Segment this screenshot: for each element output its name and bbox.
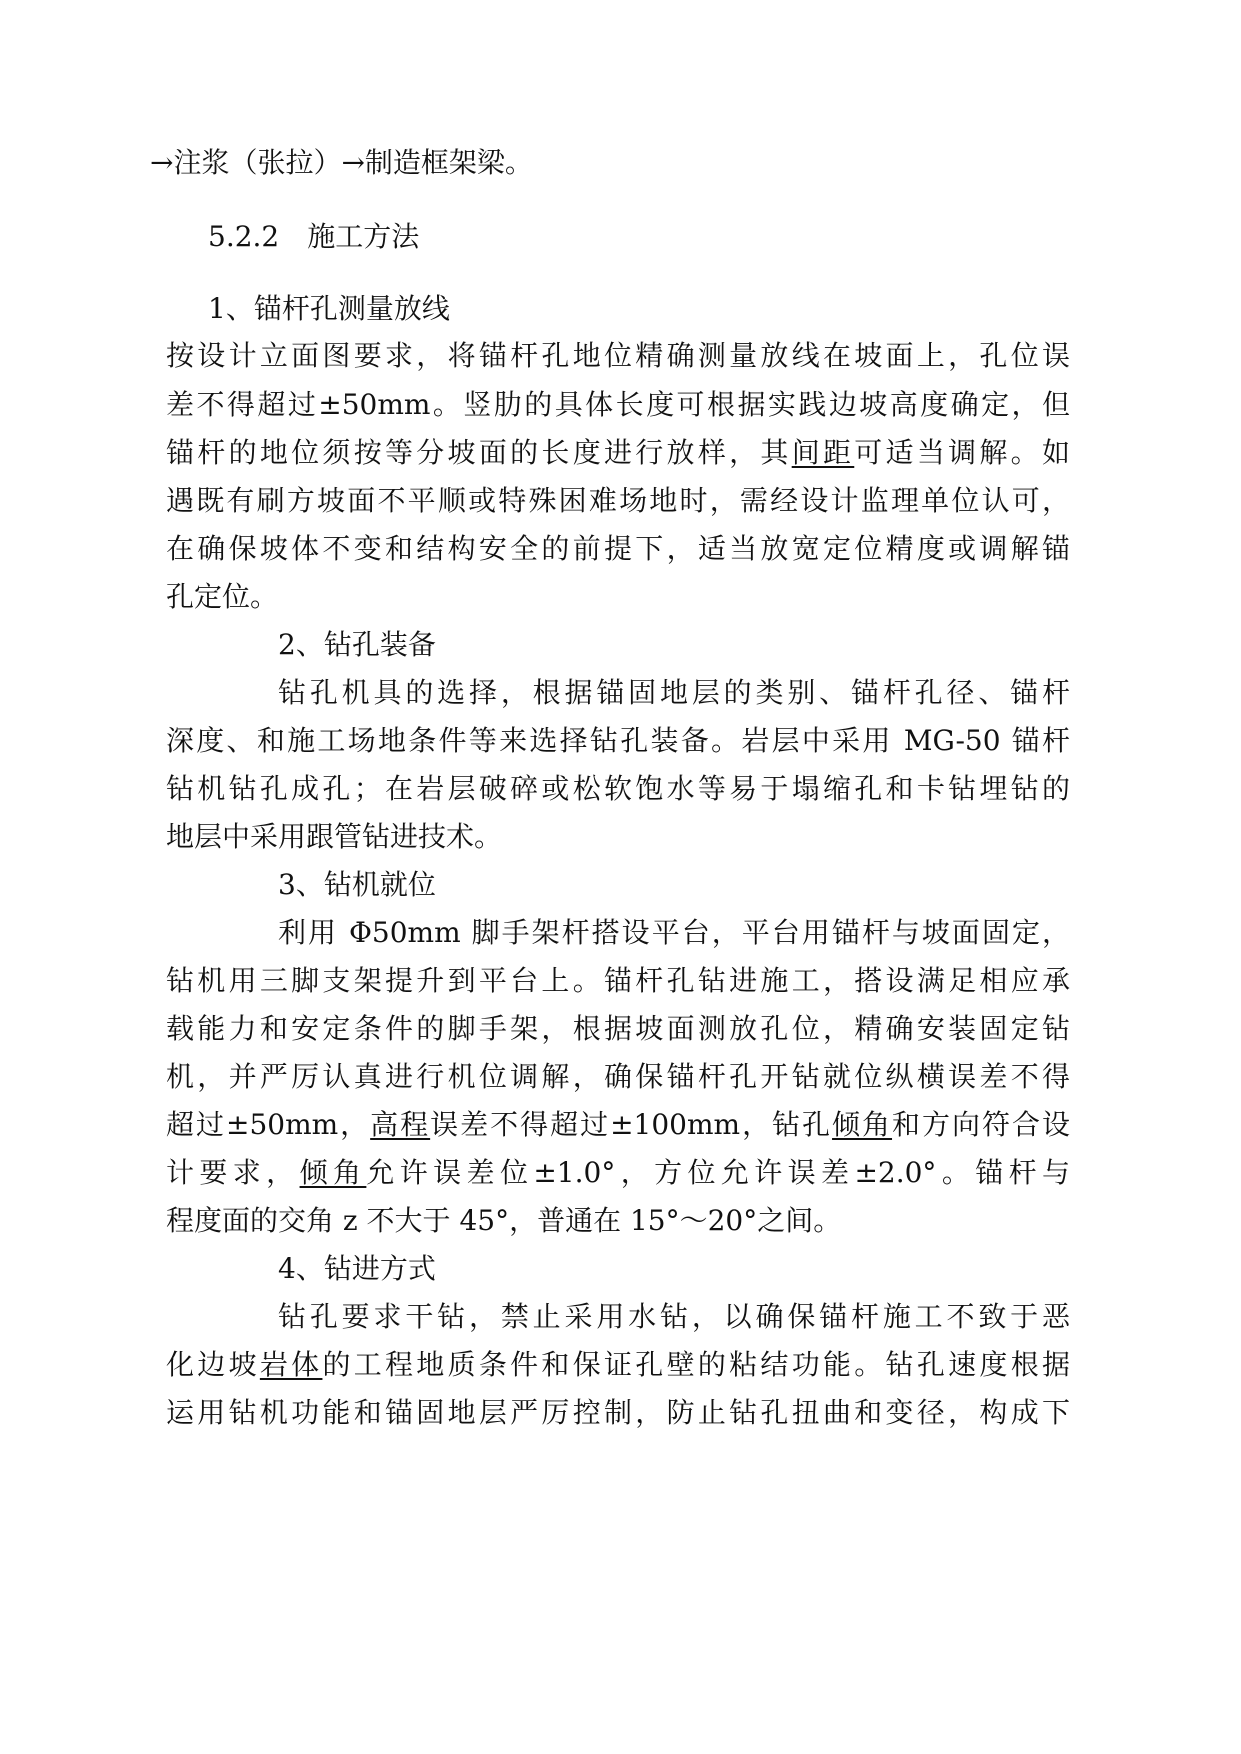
text-segment: 允许误差位±1.0°，方位允许误差±2.0°。锚杆与 [366, 1156, 1070, 1189]
text-segment: 1、锚杆孔测量放线 [208, 292, 450, 325]
paragraph-line [166, 817, 502, 857]
text-segment: 地层中采用跟管钻进技术。 [166, 820, 503, 853]
text-segment: 3、钻机就位 [278, 868, 436, 901]
underlined-term: 高程 [370, 1108, 431, 1141]
text-segment: 孔定位。 [166, 580, 279, 613]
paragraph-line [278, 1297, 1070, 1337]
underlined-term: 岩体 [259, 1348, 323, 1381]
paragraph-line [278, 913, 1070, 953]
text-segment: 4、钻进方式 [278, 1252, 436, 1285]
paragraph-line [166, 1009, 1070, 1049]
subsection-heading-3 [278, 865, 436, 905]
text-line-1 [150, 143, 533, 183]
text-segment: 误差不得超过±100mm，钻孔 [430, 1108, 833, 1141]
text-segment: 2、钻孔装备 [278, 628, 436, 661]
text-segment: 钻孔要求干钻，禁止采用水钻，以确保锚杆施工不致于恶 [278, 1300, 1070, 1333]
text-segment: 机，并严厉认真进行机位调解，确保锚杆孔开钻就位纵横误差不得 [166, 1060, 1070, 1093]
paragraph-line [166, 721, 1070, 761]
text-segment: 锚杆的地位须按等分坡面的长度进行放样，其 [166, 436, 792, 469]
text-segment: 程度面的交角 z 不大于 45°，普通在 15°～20°之间。 [166, 1204, 842, 1237]
underlined-term: 倾角 [299, 1156, 367, 1189]
text-segment: 钻机钻孔成孔；在岩层破碎或松软饱水等易于塌缩孔和卡钻埋钻的 [166, 772, 1070, 805]
subsection-heading-2 [278, 625, 436, 665]
paragraph-line [166, 1105, 1070, 1145]
text-segment: 计要求， [166, 1156, 300, 1189]
section-heading [208, 217, 419, 257]
paragraph-line [166, 1393, 1070, 1433]
paragraph-line [166, 385, 1070, 425]
paragraph-line [166, 1345, 1070, 1385]
text-segment: 5.2.2 施工方法 [208, 220, 420, 253]
underlined-term: 倾角 [832, 1108, 893, 1141]
text-segment: 深度、和施工场地条件等来选择钻孔装备。岩层中采用 MG-50 锚杆 [166, 724, 1070, 757]
paragraph-line [166, 481, 1070, 521]
text-segment: 超过±50mm， [166, 1108, 371, 1141]
paragraph-line [166, 1201, 841, 1241]
paragraph-line [278, 673, 1070, 713]
text-segment: 和方向符合设 [892, 1108, 1070, 1141]
text-segment: 利用 Φ50mm 脚手架杆搭设平台，平台用锚杆与坡面固定， [278, 916, 1070, 949]
paragraph-line [166, 336, 1070, 376]
text-segment: 化边坡 [166, 1348, 260, 1381]
text-segment: 运用钻机功能和锚固地层严厉控制，防止钻孔扭曲和变径，构成下 [166, 1396, 1070, 1429]
paragraph-line [166, 529, 1070, 569]
paragraph-line [166, 433, 1070, 473]
text-segment: 可适当调解。如 [854, 436, 1070, 469]
paragraph-line [166, 961, 1070, 1001]
subsection-heading-4 [278, 1249, 436, 1289]
text-segment: 遇既有刷方坡面不平顺或特殊困难场地时，需经设计监理单位认可， [166, 484, 1070, 517]
text-segment: 载能力和安定条件的脚手架，根据坡面测放孔位，精确安装固定钻 [166, 1012, 1070, 1045]
paragraph-line [166, 577, 278, 617]
text-segment: 按设计立面图要求，将锚杆孔地位精确测量放线在坡面上，孔位误 [166, 339, 1070, 372]
paragraph-line [166, 1057, 1070, 1097]
text-segment: 的工程地质条件和保证孔壁的粘结功能。钻孔速度根据 [322, 1348, 1070, 1381]
subsection-heading-1 [208, 289, 450, 329]
underlined-term: 间距 [791, 436, 855, 469]
text-segment: 差不得超过±50mm。竖肋的具体长度可根据实践边坡高度确定，但 [166, 388, 1070, 421]
paragraph-line [166, 1153, 1070, 1193]
text-segment: 钻孔机具的选择，根据锚固地层的类别、锚杆孔径、锚杆 [278, 676, 1070, 709]
paragraph-line [166, 769, 1070, 809]
text-segment: 钻机用三脚支架提升到平台上。锚杆孔钻进施工，搭设满足相应承 [166, 964, 1070, 997]
text-segment: 在确保坡体不变和结构安全的前提下，适当放宽定位精度或调解锚 [166, 532, 1070, 565]
text-segment: →注浆（张拉）→制造框架梁。 [150, 146, 533, 179]
